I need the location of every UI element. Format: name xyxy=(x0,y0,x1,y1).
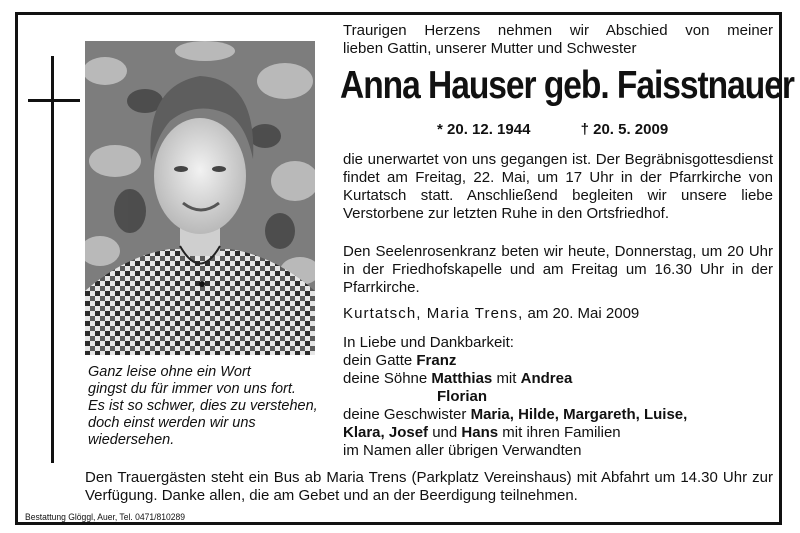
mourners-heading: In Liebe und Dankbarkeit: xyxy=(343,334,514,351)
poem-line: Es ist so schwer, dies zu verstehen, xyxy=(88,398,318,414)
rosary-info-paragraph: Den Seelenrosenkranz beten wir heute, Donnerstag, um 20 Uhr in der Friedhofskapelle und am Freitag um 16.30 Uhr in der Pfarrkirche. xyxy=(343,243,773,296)
funeral-home-footer: Bestattung Glöggl, Auer, Tel. 0471/810289 xyxy=(25,512,186,523)
relation-label: deine Geschwister xyxy=(343,406,467,423)
intro-line: Traurigen Herzens nehmen wir Abschied von meiner xyxy=(343,22,773,39)
intro-line: lieben Gattin, unserer Mutter und Schwester xyxy=(343,40,637,57)
cross-symbol-vertical xyxy=(51,56,54,463)
poem xyxy=(88,364,328,449)
mourner-name: Franz xyxy=(416,352,457,369)
mourner-name: Matthias xyxy=(431,370,493,387)
mourner-row-spouse xyxy=(343,352,773,370)
mourner-names: Klara, Josef xyxy=(343,424,429,441)
mourner-name: Andrea xyxy=(520,370,573,387)
death-date: † 20. 5. 2009 xyxy=(580,121,669,138)
portrait-photo xyxy=(85,41,315,355)
mourner-row-siblings-2 xyxy=(343,424,773,442)
mourner-row-sons xyxy=(343,370,773,388)
deceased-name: Anna Hauser geb. Faisstnauer xyxy=(340,64,794,107)
funeral-info-paragraph: die unerwartet von uns gegangen ist. Der Begräbnisgottesdienst findet am Freitag, 22. Mai, um 17 Uhr in der Pfarrkirche von Kurtatsch statt. Anschließend begleiten wir unsere liebe Verstorbene zur letzten Ruhe in den Ortsfriedhof. xyxy=(343,151,773,222)
place-location: Kurtatsch, Maria Trens, xyxy=(343,305,524,322)
mourner-names: Maria, Hilde, Margareth, Luise, xyxy=(470,406,688,423)
poem-line: wiedersehen. xyxy=(88,432,175,448)
poem-line: doch einst werden wir uns xyxy=(88,415,256,431)
mourner-name: Florian xyxy=(437,388,488,405)
poem-line: Ganz leise ohne ein Wort xyxy=(88,364,251,380)
mourner-row-siblings xyxy=(343,406,773,424)
birth-date: * 20. 12. 1944 xyxy=(437,121,531,138)
intro-text xyxy=(343,22,773,58)
relation-label: dein Gatte xyxy=(343,352,413,369)
relation-suffix: mit ihren Familien xyxy=(502,424,621,441)
poem-line: gingst du für immer von uns fort. xyxy=(88,381,296,397)
bus-notice: Den Trauergästen steht ein Bus ab Maria Trens (Parkplatz Vereinshaus) mit Abfahrt um 14.30 Uhr zur Verfügung. Danke allen, die am Gebet und an der Beerdigung teilnehmen. xyxy=(85,469,773,504)
connector-word: und xyxy=(432,424,458,441)
portrait-illustration xyxy=(85,41,315,355)
mourners-closing: im Namen aller übrigen Verwandten xyxy=(343,442,582,459)
relation-label: deine Söhne xyxy=(343,370,428,387)
life-dates xyxy=(437,121,668,138)
place-and-date xyxy=(343,305,773,323)
mourners-list xyxy=(343,334,773,460)
cross-symbol-horizontal xyxy=(28,99,80,102)
connector-word: mit xyxy=(496,370,517,387)
mourner-row-son2 xyxy=(343,388,773,406)
mourner-name: Hans xyxy=(461,424,499,441)
place-date: am 20. Mai 2009 xyxy=(527,305,640,322)
